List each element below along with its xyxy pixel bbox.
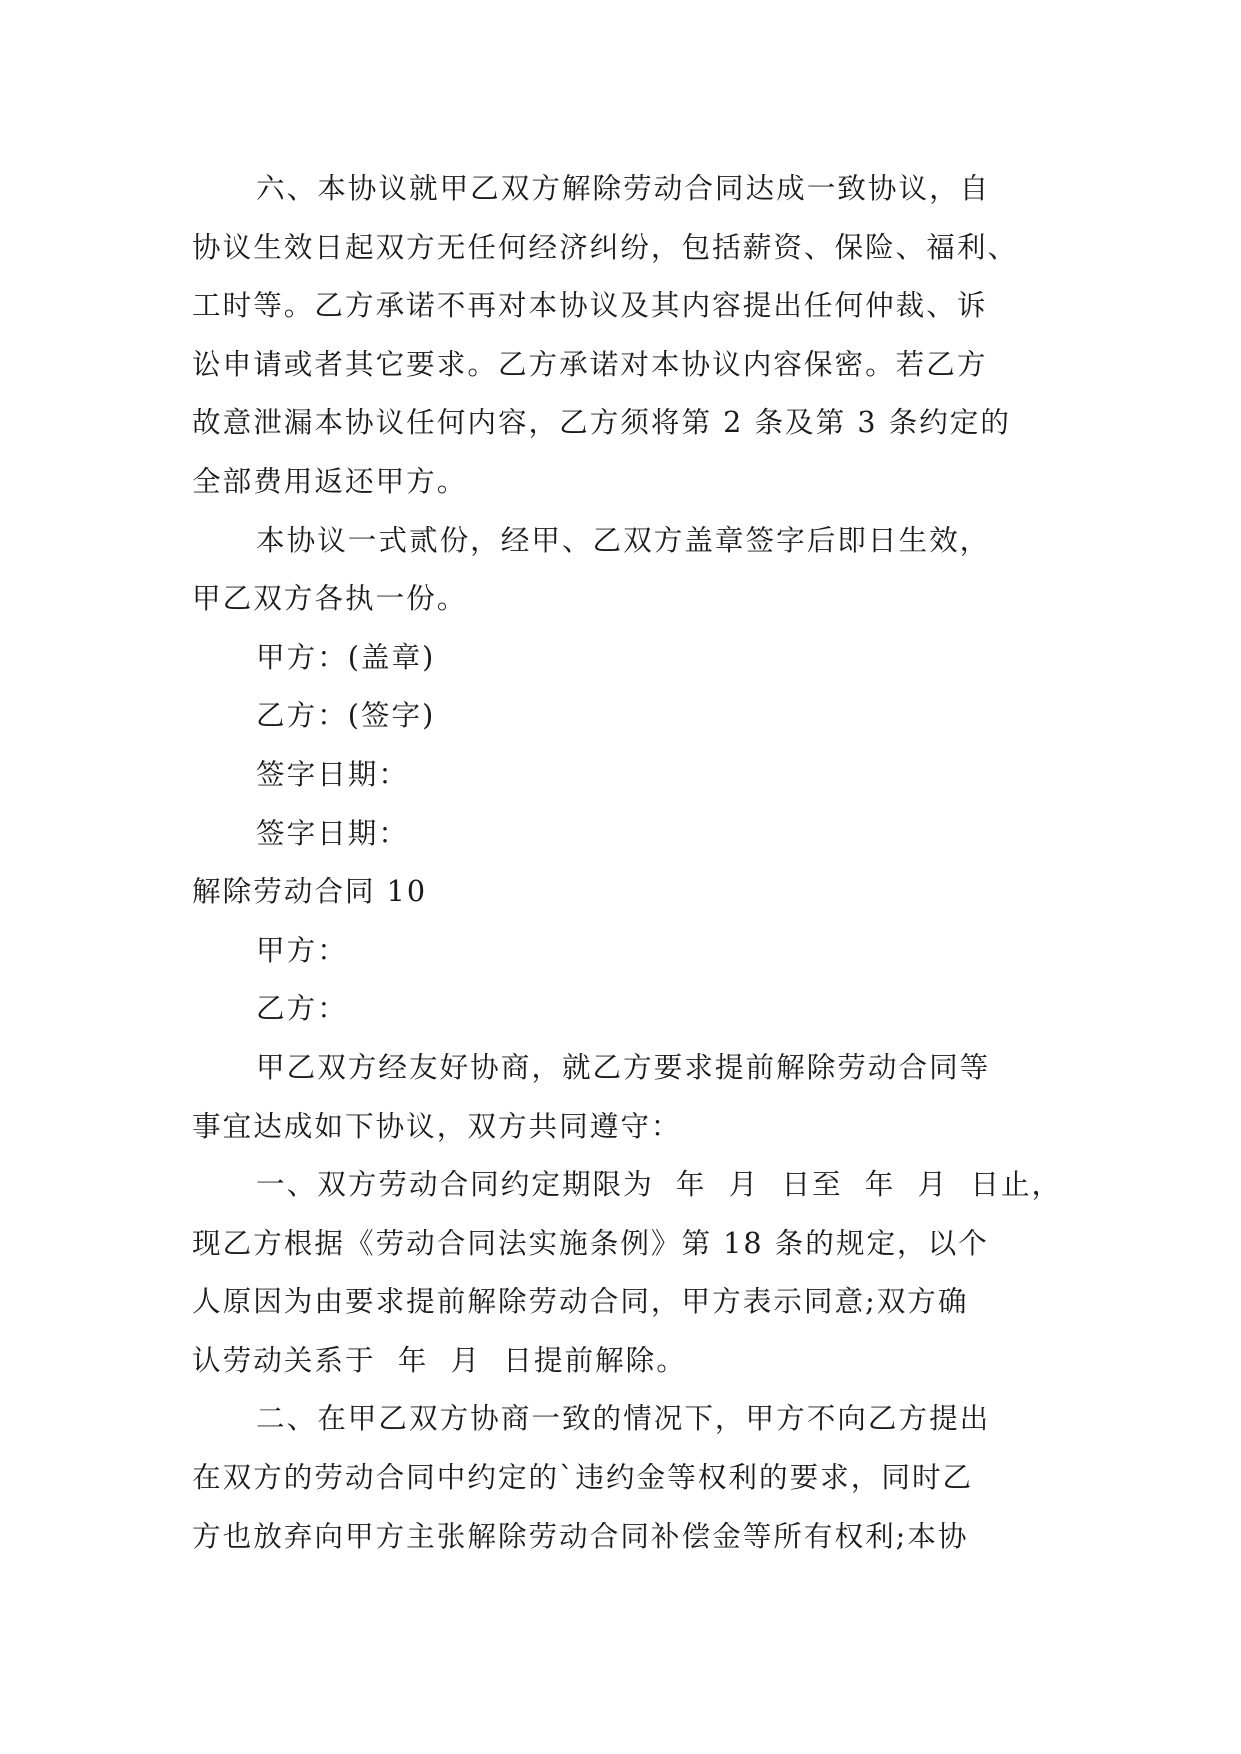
clause-six-paragraph [192, 159, 1052, 511]
text-line: 全部费用返还甲方。 [192, 463, 468, 498]
text-line: 工时等。乙方承诺不再对本协议及其内容提出任何仲裁、诉 [192, 288, 988, 323]
text-line: 人原因为由要求提前解除劳动合同，甲方表示同意;双方确 [192, 1284, 969, 1319]
text-line: 现乙方根据《劳动合同法实施条例》第 18 条的规定，以个 [192, 1225, 989, 1260]
text-line: 故意泄漏本协议任何内容，乙方须将第 2 条及第 3 条约定的 [192, 405, 1011, 440]
text-line: 在双方的劳动合同中约定的`违约金等权利的要求，同时乙 [192, 1460, 974, 1495]
text-line: 甲方：(盖章) [256, 639, 436, 674]
text-line: 协议生效日起双方无任何经济纠纷，包括薪资、保险、福利、 [192, 229, 1019, 264]
signature-date-line [192, 804, 1052, 863]
text-line: 乙方：(签字) [256, 698, 436, 733]
text-line: 讼申请或者其它要求。乙方承诺对本协议内容保密。若乙方 [192, 346, 988, 381]
text-line: 甲乙双方各执一份。 [192, 581, 468, 616]
text-line: 认劳动关系于 年 月 日提前解除。 [192, 1342, 687, 1377]
text-line: 签字日期： [256, 756, 409, 791]
text-line: 甲乙双方经友好协商，就乙方要求提前解除劳动合同等 [256, 1049, 991, 1084]
party-b-line [192, 979, 1052, 1038]
text-line: 一、双方劳动合同约定期限为 年 月 日至 年 月 日止， [256, 1167, 1063, 1202]
heading-text: 解除劳动合同 10 [192, 874, 428, 909]
text-line: 事宜达成如下协议，双方共同遵守： [192, 1108, 682, 1143]
party-a-line [192, 921, 1052, 980]
document-body [192, 159, 1063, 1565]
text-line: 六、本协议就甲乙双方解除劳动合同达成一致协议，自 [256, 171, 991, 205]
preamble-paragraph [192, 1038, 1052, 1155]
section-heading [192, 862, 1052, 921]
text-line: 二、在甲乙双方协商一致的情况下，甲方不向乙方提出 [256, 1401, 991, 1436]
text-line: 乙方： [256, 991, 348, 1026]
text-line: 签字日期： [256, 815, 409, 850]
clause-two-paragraph [192, 1389, 1052, 1565]
text-line: 甲方： [256, 932, 348, 967]
clause-one-paragraph [192, 1155, 1063, 1389]
text-line: 方也放弃向甲方主张解除劳动合同补偿金等所有权利;本协 [192, 1518, 969, 1553]
copies-paragraph [192, 511, 1052, 628]
signature-date-line [192, 745, 1052, 804]
party-a-seal-line [192, 628, 1052, 687]
text-line: 本协议一式贰份，经甲、乙双方盖章签字后即日生效， [256, 522, 991, 557]
party-b-signature-line [192, 686, 1052, 745]
